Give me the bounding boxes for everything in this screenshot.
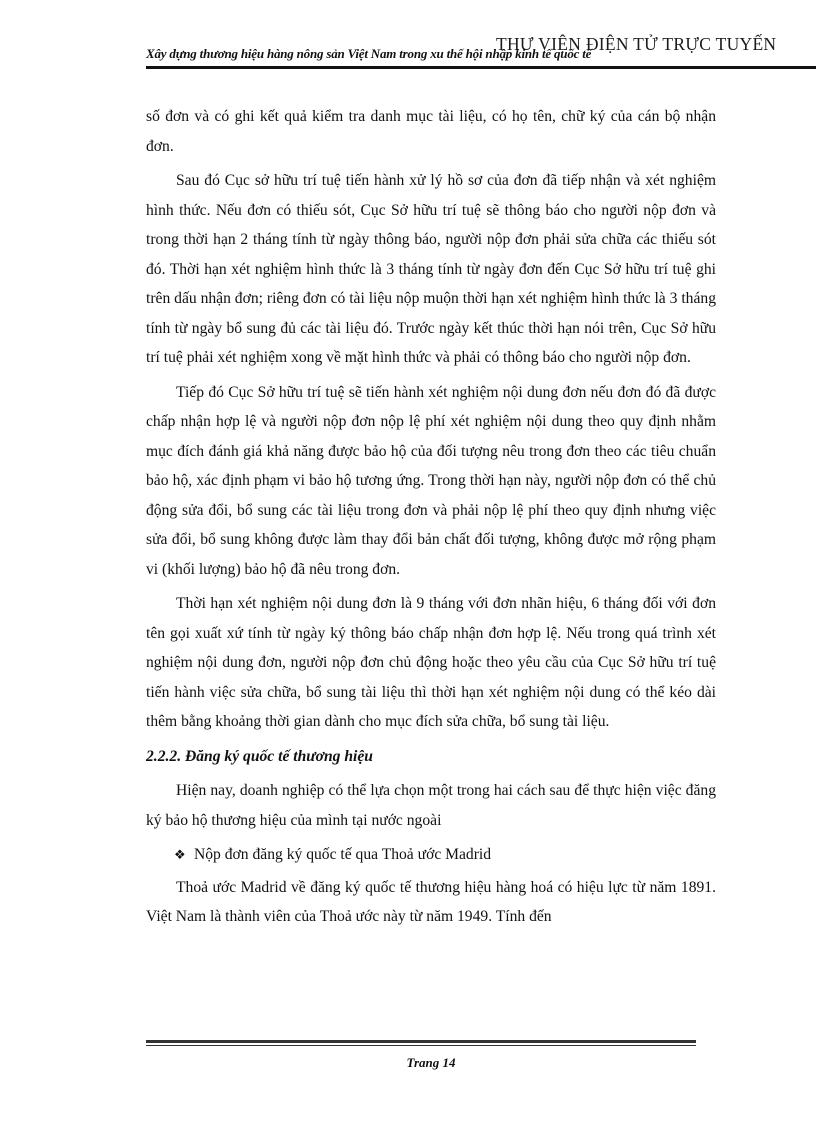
section-heading: 2.2.2. Đăng ký quốc tế thương hiệu (146, 747, 373, 765)
paragraph-continuation: số đơn và có ghi kết quả kiểm tra danh mục tài liệu, có họ tên, chữ ký của cán bộ nhận đơn. (146, 108, 716, 155)
document-title: Xây dựng thương hiệu hàng nông sản Việt Nam trong xu thế hội nhập kinh tế quốc tế (146, 46, 592, 61)
footer-divider-thin (146, 1045, 696, 1046)
paragraph-content-examination: Tiếp đó Cục Sở hữu trí tuệ sẽ tiến hành xét nghiệm nội dung đơn nếu đơn đó đã được chấp nhận hợp lệ và người nộp đơn nộp lệ phí xét nghiệm nội dung theo quy định nhằm mục đích đánh giá khả năng được bảo hộ của đối tượng nêu trong đơn theo các tiêu chuẩn bảo hộ, xác định phạm vi bảo hộ tương ứng. Trong thời hạn này, người nộp đơn có thể chủ động sửa đổi, bổ sung các tài liệu trong đơn và phải nộp lệ phí theo quy định nhưng việc sửa đổi, bổ sung không được làm thay đổi bản chất đối tượng, không được mở rộng phạm vi (khối lượng) bảo hộ đã nêu trong đơn. (146, 383, 716, 578)
bullet-item (174, 840, 716, 870)
paragraph-registration-options: Hiện nay, doanh nghiệp có thể lựa chọn một trong hai cách sau để thực hiện việc đăng ký bảo hộ thương hiệu của mình tại nước ngoài (146, 782, 716, 829)
bullet-text: Nộp đơn đăng ký quốc tế qua Thoả ước Madrid (194, 846, 492, 863)
footer-divider (146, 1040, 696, 1043)
paragraph-madrid-agreement: Thoả ước Madrid về đăng ký quốc tế thương hiệu hàng hoá có hiệu lực từ năm 1891. Việt Nam là thành viên của Thoả ước này từ năm 1949. Tính đến (146, 878, 716, 925)
page-header (146, 30, 816, 70)
paragraph-formal-examination: Sau đó Cục sở hữu trí tuệ tiến hành xử lý hồ sơ của đơn đã tiếp nhận và xét nghiệm hình thức. Nếu đơn có thiếu sót, Cục Sở hữu trí tuệ sẽ thông báo cho người nộp đơn và trong thời hạn 2 tháng tính từ ngày thông báo, người nộp đơn phải sửa chữa các thiếu sót đó. Thời hạn xét nghiệm hình thức là 3 tháng tính từ ngày đơn đến Cục Sở hữu trí tuệ ghi trên dấu nhận đơn; riêng đơn có tài liệu nộp muộn thời hạn xét nghiệm hình thức là 3 tháng tính từ ngày bổ sung đủ các tài liệu đó. Trước ngày kết thúc thời hạn nói trên, Cục Sở hữu trí tuệ phải xét nghiệm xong về mặt hình thức và phải có thông báo cho người nộp đơn. (146, 172, 716, 366)
page-body (146, 102, 716, 937)
diamond-bullet-icon: ❖ (174, 847, 186, 862)
paragraph-examination-period: Thời hạn xét nghiệm nội dung đơn là 9 tháng với đơn nhãn hiệu, 6 tháng đối với đơn tên gọi xuất xứ tính từ ngày ký thông báo chấp nhận đơn hợp lệ. Nếu trong quá trình xét nghiệm nội dung đơn, người nộp đơn chủ động hoặc theo yêu cầu của Cục Sở hữu trí tuệ tiến hành việc sửa chữa, bổ sung tài liệu thì thời hạn xét nghiệm nội dung có thể kéo dài thêm bằng khoảng thời gian dành cho mục đích sửa chữa, bổ sung tài liệu. (146, 595, 716, 730)
header-divider (146, 66, 816, 69)
library-watermark: THƯ VIỆN ĐIỆN TỬ TRỰC TUYẾN (496, 34, 777, 54)
page-number: Trang 14 (406, 1055, 456, 1070)
